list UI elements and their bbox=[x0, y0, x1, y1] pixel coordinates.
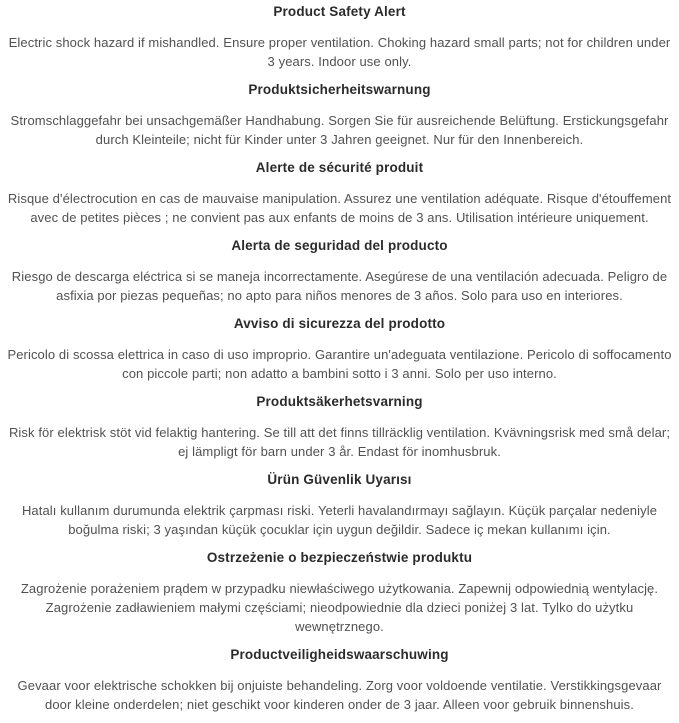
section-body-it: Pericolo di scossa elettrica in caso di uso improprio. Garantire un'adeguata ventilazione. Pericolo di soffocamento con piccole parti; non adatto a bambini sotto i 3 anni. Solo per uso interno. bbox=[7, 347, 672, 381]
safety-alert-section-de bbox=[5, 80, 674, 149]
section-body-es: Riesgo de descarga eléctrica si se maneja incorrectamente. Asegúrese de una ventilación adecuada. Peligro de asfixia por piezas pequeñas; no apto para niños menores de 3 años. Solo para uso en interiores. bbox=[11, 269, 668, 303]
safety-alert-section-fr bbox=[5, 158, 674, 227]
section-title-it: Avviso di sicurezza del prodotto bbox=[233, 316, 446, 331]
section-body-sv: Risk för elektrisk stöt vid felaktig hantering. Se till att det finns tillräcklig ventilation. Kvävningsrisk med små delar; ej lämpligt för barn under 3 år. Endast för inomhusbruk. bbox=[8, 425, 671, 459]
section-title-nl: Productveiligheidswaarschuwing bbox=[230, 647, 449, 662]
section-body-nl: Gevaar voor elektrische schokken bij onjuiste behandeling. Zorg voor voldoende ventilatie. Verstikkingsgevaar door kleine onderdelen; niet geschikt voor kinderen onder de 3 jaar. Alleen voor gebruik binnenshuis. bbox=[17, 678, 662, 712]
section-title-sv: Produktsäkerhetsvarning bbox=[256, 394, 423, 409]
section-title-fr: Alerte de sécurité produit bbox=[255, 160, 424, 175]
section-title-pl: Ostrzeżenie o bezpieczeństwie produktu bbox=[206, 550, 473, 565]
section-body-de: Stromschlaggefahr bei unsachgemäßer Handhabung. Sorgen Sie für ausreichende Belüftung. Erstickungsgefahr durch Kleinteile; nicht für Kinder unter 3 Jahren geeignet. Nur für den Innenbereich. bbox=[10, 113, 669, 147]
safety-alert-section-sv bbox=[5, 392, 674, 461]
section-body-pl: Zagrożenie porażeniem prądem w przypadku niewłaściwego użytkowania. Zapewnij odpowiednią wentylację. Zagrożenie zadławieniem małymi częściami; nieodpowiednie dla dzieci poniżej 3 lat. Tylko do użytku wewnętrznego. bbox=[20, 581, 659, 634]
safety-alert-section-en bbox=[5, 2, 674, 71]
section-body-fr: Risque d'électrocution en cas de mauvaise manipulation. Assurez une ventilation adéquate. Risque d'étouffement avec de petites pièces ; ne convient pas aux enfants de moins de 3 ans. Utilisation intérieure uniquement. bbox=[7, 191, 672, 225]
section-title-tr: Ürün Güvenlik Uyarısı bbox=[267, 472, 412, 487]
section-title-es: Alerta de seguridad del producto bbox=[231, 238, 448, 253]
safety-alert-section-es bbox=[5, 236, 674, 305]
section-title-en: Product Safety Alert bbox=[273, 4, 406, 19]
safety-alert-section-nl bbox=[5, 645, 674, 714]
safety-alert-section-tr bbox=[5, 470, 674, 539]
section-body-en: Electric shock hazard if mishandled. Ensure proper ventilation. Choking hazard small parts; not for children under 3 years. Indoor use only. bbox=[8, 35, 671, 69]
section-title-de: Produktsicherheitswarnung bbox=[248, 82, 431, 97]
safety-alert-section-pl bbox=[5, 548, 674, 636]
section-body-tr: Hatalı kullanım durumunda elektrik çarpması riski. Yeterli havalandırmayı sağlayın. Küçük parçalar nedeniyle boğulma riski; 3 yaşından küçük çocuklar için uygun değildir. Sadece iç mekan kullanımı için. bbox=[21, 503, 658, 537]
safety-alert-section-it bbox=[5, 314, 674, 383]
